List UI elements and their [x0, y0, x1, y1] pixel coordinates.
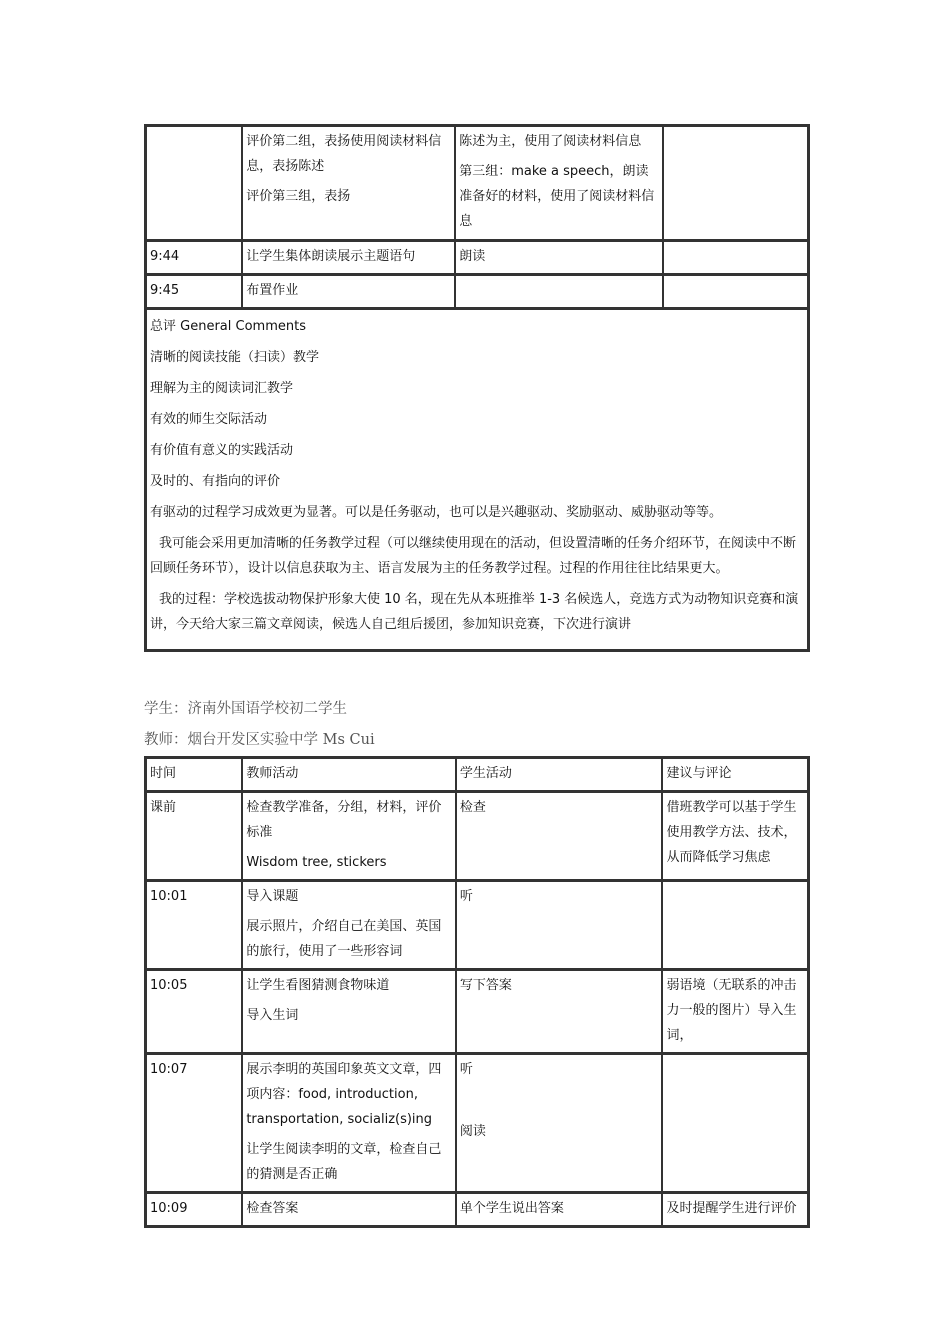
lesson-table	[144, 756, 810, 1228]
time-cell: 10:05	[146, 969, 242, 1053]
summary-paragraph: 有驱动的过程学习成效更为显著。可以是任务驱动，也可以是兴趣驱动、奖励驱动、威胁驱动等等。	[150, 505, 723, 520]
lesson-table-continued	[144, 124, 810, 652]
cell-text: 让学生阅读李明的文章，检查自己的猜测是否正确	[246, 1142, 442, 1182]
comment-cell	[663, 126, 808, 240]
student-activity-cell	[455, 126, 662, 240]
teacher-activity-cell: 布置作业	[242, 274, 455, 308]
comment-cell	[663, 274, 808, 308]
cell-text: 阅读	[459, 1124, 486, 1139]
summary-row	[146, 308, 808, 650]
table-row	[146, 880, 808, 969]
time-cell: 9:45	[146, 274, 242, 308]
cell-text: 展示李明的英国印象英文文章，四项内容：food, introduction, transportation, socializ(s)ing	[246, 1062, 442, 1127]
summary-item: 理解为主的阅读词汇教学	[150, 381, 294, 396]
teacher-info: 教师：烟台开发区实验中学 Ms Cui	[144, 732, 375, 748]
table-row	[146, 791, 808, 880]
student-activity-cell	[455, 274, 662, 308]
teacher-activity-cell	[242, 126, 455, 240]
table-row	[146, 240, 808, 274]
table-row	[146, 969, 808, 1053]
teacher-activity-cell: 让学生集体朗读展示主题语句	[242, 240, 455, 274]
comment-cell: 借班教学可以基于学生使用教学方法、技术，从而降低学习焦虑	[662, 791, 808, 880]
teacher-activity-cell	[242, 969, 456, 1053]
comment-cell	[663, 240, 808, 274]
header-comments: 建议与评论	[662, 758, 808, 791]
table-row	[146, 274, 808, 308]
students-info: 学生：济南外国语学校初二学生	[144, 701, 347, 717]
cell-text: 检查教学准备，分组，材料，评价标准	[246, 800, 442, 840]
teacher-activity-cell	[242, 1053, 456, 1192]
student-activity-cell	[456, 1053, 663, 1192]
teacher-activity-cell: 检查答案	[242, 1192, 456, 1226]
table-row	[146, 126, 808, 240]
cell-text: 展示照片，介绍自己在美国、英国的旅行，使用了一些形容词	[246, 919, 442, 959]
summary-paragraph: 我可能会采用更加清晰的任务教学过程（可以继续使用现在的活动，但设置清晰的任务介绍环节，在阅读中不断回顾任务环节），设计以信息获取为主、语言发展为主的任务教学过程。过程的作用往往比结果更大。	[150, 536, 797, 576]
header-teacher-activity: 教师活动	[242, 758, 456, 791]
cell-text: 导入生词	[246, 1008, 299, 1023]
summary-paragraph: 我的过程：学校选拔动物保护形象大使 10 名，现在先从本班推举 1-3 名候选人，竞选方式为动物知识竞赛和演讲，今天给大家三篇文章阅读，候选人自己组后援团，参加知识竞赛，下次进行演讲	[150, 592, 799, 632]
cell-text: 评价第三组，表扬	[246, 189, 351, 204]
comment-cell	[662, 1053, 808, 1192]
summary-title: 总评 General Comments	[150, 319, 306, 334]
header-time: 时间	[146, 758, 242, 791]
student-activity-cell: 单个学生说出答案	[456, 1192, 663, 1226]
cell-text: Wisdom tree, stickers	[246, 855, 387, 870]
header-student-activity: 学生活动	[456, 758, 663, 791]
cell-text: 听	[459, 1062, 473, 1077]
time-cell: 10:07	[146, 1053, 242, 1192]
cell-text: 让学生看图猜测食物味道	[246, 978, 390, 993]
cell-text: 第三组：make a speech，朗读准备好的材料，使用了阅读材料信息	[459, 164, 655, 229]
summary-item: 有价值有意义的实践活动	[150, 443, 294, 458]
comment-cell	[662, 880, 808, 969]
teacher-activity-cell	[242, 880, 456, 969]
table-row	[146, 1053, 808, 1192]
summary-item: 清晰的阅读技能（扫读）教学	[150, 350, 320, 365]
comment-cell: 及时提醒学生进行评价	[662, 1192, 808, 1226]
time-cell	[146, 126, 242, 240]
time-cell: 9:44	[146, 240, 242, 274]
student-activity-cell: 写下答案	[456, 969, 663, 1053]
comment-cell: 弱语境（无联系的冲击力一般的图片）导入生词，	[662, 969, 808, 1053]
student-activity-cell: 听	[456, 880, 663, 969]
general-comments-cell	[146, 308, 808, 650]
teacher-activity-cell	[242, 791, 456, 880]
time-cell: 课前	[146, 791, 242, 880]
table-header-row	[146, 758, 808, 791]
cell-text: 导入课题	[246, 889, 299, 904]
cell-text: 评价第二组，表扬使用阅读材料信息，表扬陈述	[246, 134, 442, 174]
student-activity-cell: 朗读	[455, 240, 662, 274]
cell-text: 陈述为主，使用了阅读材料信息	[459, 134, 642, 149]
summary-item: 及时的、有指向的评价	[150, 474, 281, 489]
time-cell: 10:09	[146, 1192, 242, 1226]
time-cell: 10:01	[146, 880, 242, 969]
summary-item: 有效的师生交际活动	[150, 412, 268, 427]
student-activity-cell: 检查	[456, 791, 663, 880]
table-row	[146, 1192, 808, 1226]
